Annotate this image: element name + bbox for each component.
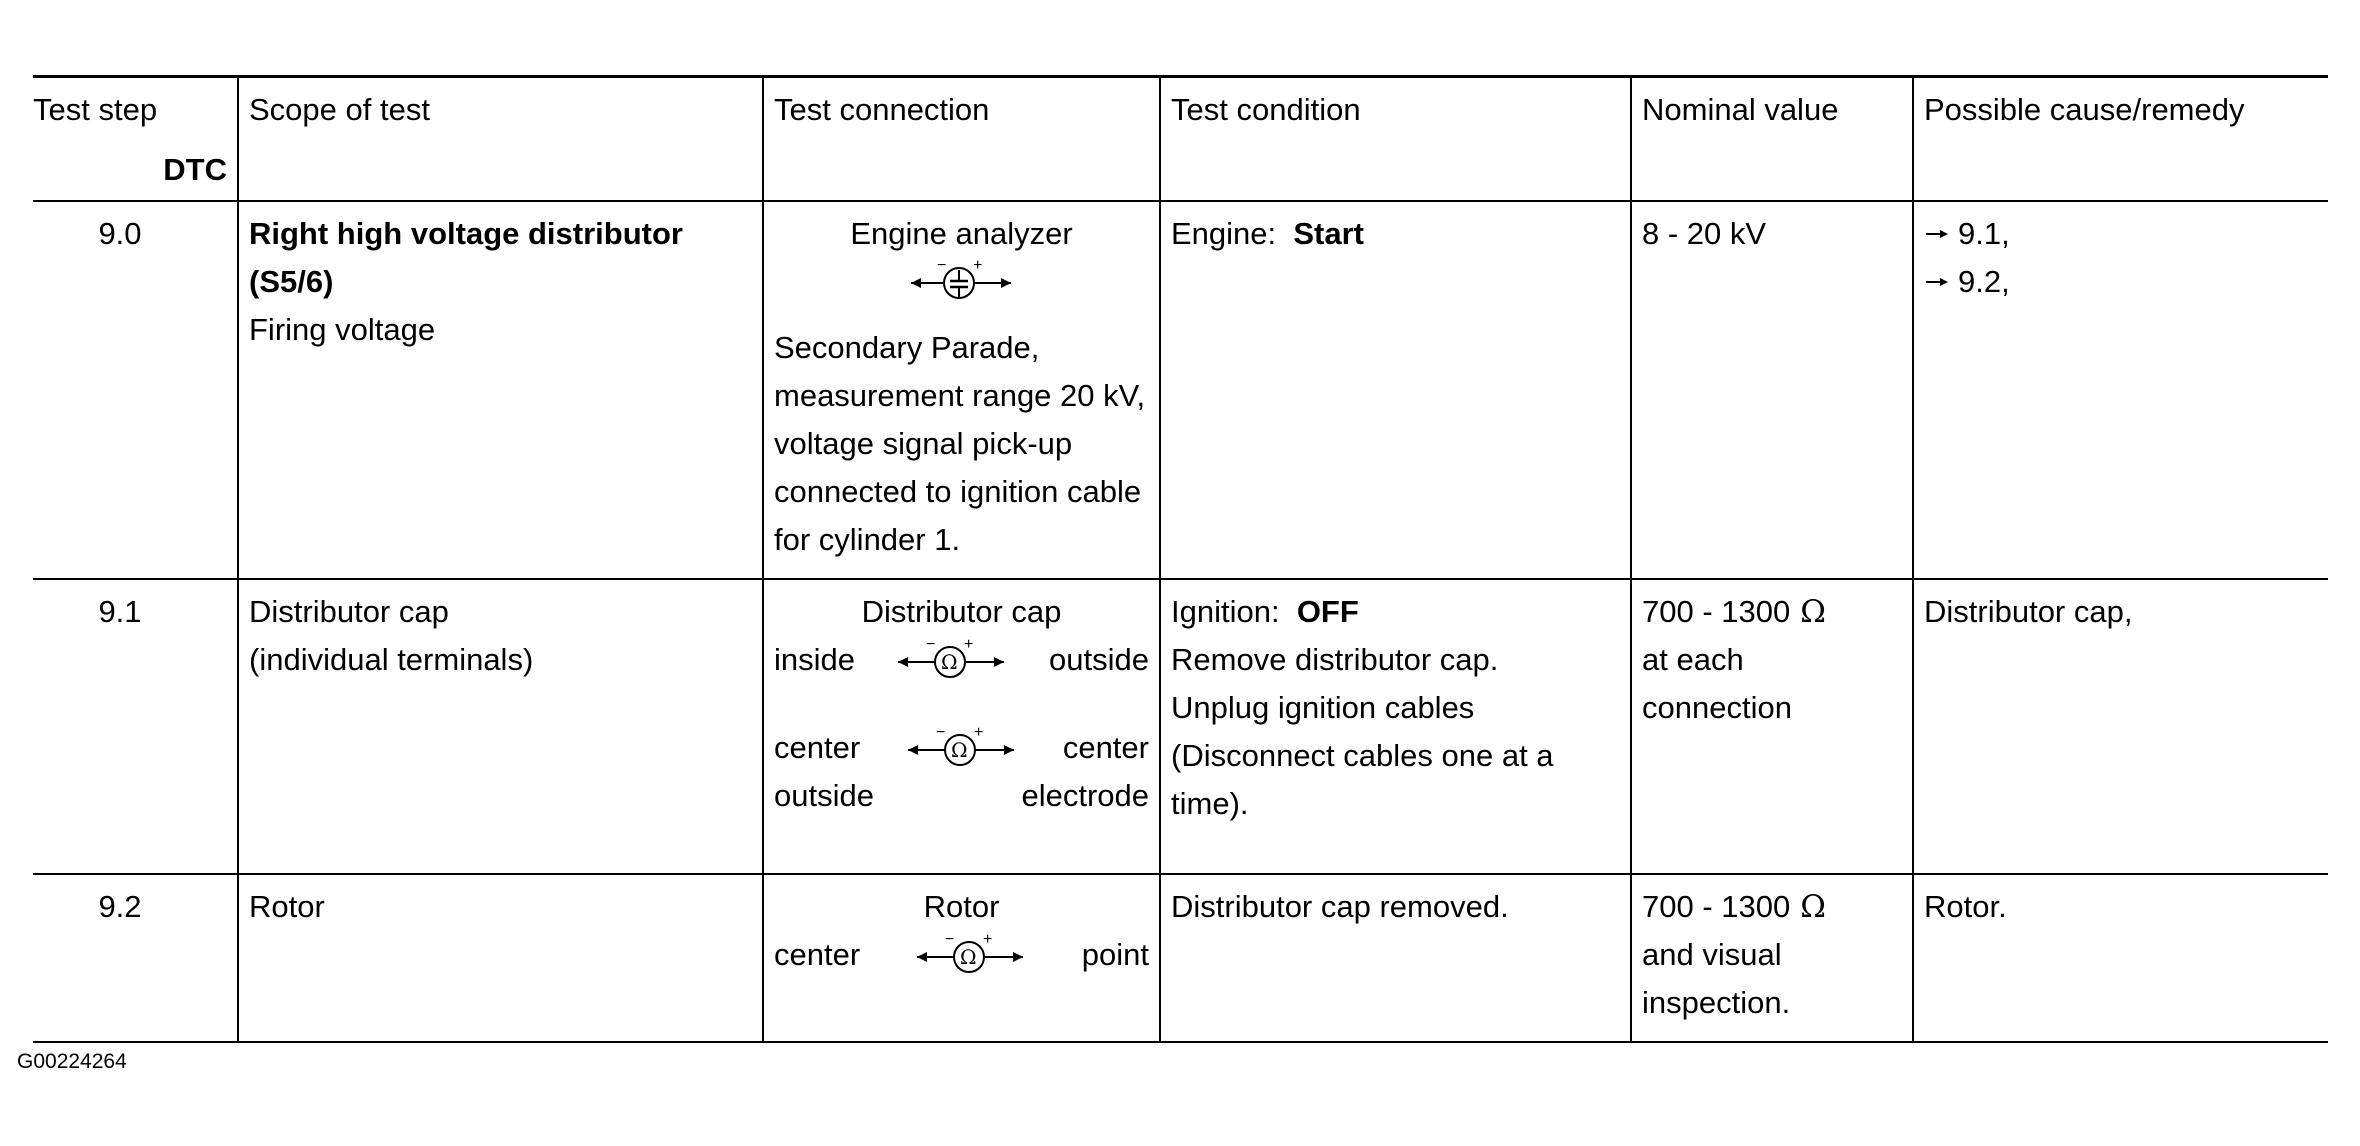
svg-text:Ω: Ω: [959, 945, 977, 969]
header-connection: Test connection: [763, 77, 1160, 202]
svg-text:−: −: [926, 638, 936, 653]
header-row: [33, 77, 2328, 202]
connection-title: Rotor: [923, 889, 1000, 924]
header-scope: Scope of test: [238, 77, 763, 202]
connection-outside-electrode: [774, 772, 1149, 820]
test-table: [33, 75, 2328, 1043]
svg-text:Ω: Ω: [950, 738, 968, 762]
table-row: [33, 201, 2328, 579]
scope-component-code: (S5/6): [249, 264, 334, 299]
remedy-link-9-1[interactable]: [1924, 210, 2318, 258]
connection-cell: [763, 201, 1160, 579]
nominal-value: 700 - 1300: [1642, 594, 1791, 629]
scope-cell: [238, 579, 763, 874]
conn-left-label: outside: [774, 778, 874, 813]
ohmmeter-icon: [892, 638, 1012, 682]
nominal-cell: [1631, 874, 1913, 1042]
conn-left-label: center: [774, 730, 861, 765]
ohm-unit: Ω: [1800, 889, 1826, 925]
condition-cell: [1160, 579, 1631, 874]
conn-right-label: electrode: [1021, 778, 1149, 813]
condition-cell: [1160, 201, 1631, 579]
svg-text:+: +: [973, 726, 983, 741]
figure-code: G00224264: [17, 1050, 127, 1073]
condition-label: Ignition:: [1171, 594, 1280, 629]
conn-left-label: center: [774, 937, 861, 972]
svg-text:+: +: [982, 933, 993, 948]
connection-description: Secondary Parade, measurement range 20 kV, voltage signal pick-up connected to ignition cable for cylinder 1.: [774, 330, 1146, 557]
scope-subtitle: Firing voltage: [249, 312, 436, 347]
table-row: [33, 579, 2328, 874]
scope-title: Distributor cap: [249, 594, 449, 629]
remedy-cell: [1913, 201, 2328, 579]
header-step-label: Test step: [33, 92, 158, 127]
svg-text:−: −: [936, 258, 946, 274]
condition-value: Start: [1293, 216, 1365, 251]
header-remedy: Possible cause/remedy: [1913, 77, 2328, 202]
nominal-cell: [1631, 579, 1913, 874]
right-arrow-icon: [1924, 272, 1950, 292]
scope-subtitle: (individual terminals): [249, 642, 534, 677]
ohmmeter-icon: [911, 933, 1031, 977]
svg-text:+: +: [972, 258, 982, 274]
svg-text:Ω: Ω: [941, 650, 958, 674]
condition-line-2: Remove distributor cap.: [1171, 642, 1499, 677]
ohmmeter-icon: [902, 726, 1022, 770]
header-dtc-label: DTC: [163, 152, 227, 187]
svg-text:−: −: [935, 726, 945, 741]
conn-left-label: inside: [774, 642, 855, 677]
test-table-container: [33, 75, 2328, 1043]
connection-cell: [763, 579, 1160, 874]
nominal-note: at each connection: [1642, 642, 1792, 725]
table-row: [33, 874, 2328, 1042]
remedy-link-9-2[interactable]: [1924, 258, 2318, 306]
connection-center-point: [774, 931, 1149, 979]
condition-label: Engine:: [1171, 216, 1277, 251]
scope-cell: [238, 201, 763, 579]
step-cell: 9.0: [98, 216, 142, 251]
step-cell: 9.1: [98, 594, 142, 629]
conn-right-label: center: [1062, 730, 1149, 765]
remedy-ref-9-2: 9.2,: [1958, 264, 2010, 299]
condition-cell: Distributor cap removed.: [1160, 874, 1631, 1042]
header-nominal: Nominal value: [1631, 77, 1913, 202]
ohm-unit: Ω: [1800, 594, 1826, 630]
step-cell: 9.2: [98, 889, 142, 924]
condition-line-4: (Disconnect cables one at a time).: [1171, 738, 1554, 821]
connection-title: Engine analyzer: [850, 216, 1073, 251]
svg-text:−: −: [944, 933, 955, 948]
connection-inside-outside: [774, 636, 1149, 684]
right-arrow-icon: [1924, 224, 1950, 244]
connection-title: Distributor cap: [861, 594, 1062, 629]
scope-title: Right high voltage distributor: [249, 216, 683, 251]
remedy-cell: Rotor.: [1913, 874, 2328, 1042]
nominal-value: 700 - 1300: [1642, 889, 1791, 924]
nominal-cell: 8 - 20 kV: [1631, 201, 1913, 579]
remedy-cell: Distributor cap,: [1913, 579, 2328, 874]
svg-text:+: +: [964, 638, 974, 653]
scope-cell: Rotor: [238, 874, 763, 1042]
condition-line-3: Unplug ignition cables: [1171, 690, 1475, 725]
capacitor-probe-icon: [774, 258, 1149, 310]
condition-value: OFF: [1296, 594, 1359, 629]
conn-right-label: point: [1081, 937, 1149, 972]
header-test-step: [33, 77, 238, 202]
connection-cell: [763, 874, 1160, 1042]
condition-line-1: [1171, 588, 1620, 636]
header-condition: Test condition: [1160, 77, 1631, 202]
remedy-ref-9-1: 9.1,: [1958, 216, 2010, 251]
conn-right-label: outside: [1049, 642, 1149, 677]
nominal-note: and visual inspection.: [1642, 937, 1791, 1020]
connection-center-center: [774, 724, 1149, 772]
